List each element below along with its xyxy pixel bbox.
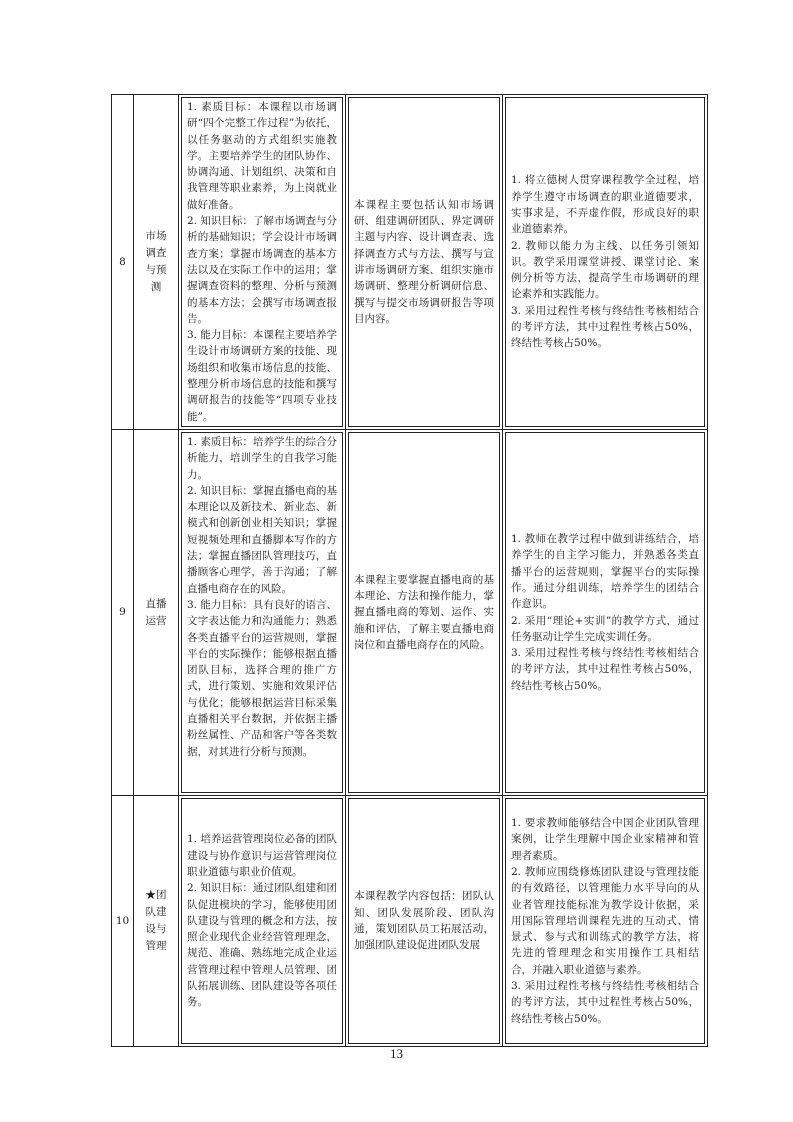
requirement-item: 3. 采用过程性考核与终结性考核相结合的考评方法，其中过程性考核占50%，终结性考核占50%。	[511, 304, 699, 350]
goal-item: 1. 培养运营管理岗位必备的团队建设与协作意识与运营管理岗位职业道德与职业价值观。	[187, 833, 337, 878]
goal-item: 2. 知识目标：掌握直播电商的基本理论以及新技术、新业态、新模式和创新创业相关知识；掌握短视频处理和直播脚本写作的方法；掌握直播团队管理技巧，直播顾客心理学，善于沟通；了解直播电商存在的风险。	[187, 484, 337, 595]
requirement-item: 3. 采用过程性考核与终结性考核相结合的考评方法，其中过程性考核占50%，终结性考核占50%。	[511, 980, 699, 1025]
course-table	[111, 94, 708, 1047]
content-text: 本课程主要掌握直播电商的基本理论、方法和操作能力，掌握直播电商的筹划、运作、实施和评估，了解主要直播电商岗位和直播电商存在的风险。	[354, 573, 494, 651]
course-requirement-cell	[503, 430, 708, 796]
requirement-item: 1. 将立德树人贯穿课程教学全过程，培养学生遵守市场调查的职业道德要求，实事求是，不弄虚作假，形成良好的职业道德素养。	[511, 174, 699, 236]
requirement-item: 1. 要求教师能够结合中国企业团队管理案例，让学生理解中国企业家精神和管理者素质。	[511, 817, 699, 862]
course-number-cell	[112, 430, 134, 796]
course-name: 直播运营	[145, 597, 167, 627]
course-content-cell	[346, 796, 503, 1047]
course-name-cell	[134, 430, 179, 796]
requirement-item: 2. 教师应围绕修炼团队建设与管理技能的有效路径，以管理能力水平导向的从业者管理技能标准为教学设计依据，采用国际管理培训课程先进的互动式、情景式、参与式和训练式的教学方法，将先进的管理理念和实用操作工具相结合，并融入职业道德与素养。	[511, 865, 699, 976]
goal-item: 3. 能力目标：本课程主要培养学生设计市场调研方案的技能、现场组织和收集市场信息的技能、整理分析市场信息的技能和撰写调研报告的技能等“四项专业技能”。	[187, 329, 337, 423]
course-content-cell	[346, 95, 503, 430]
goal-item: 1. 素质目标：本课程以市场调研“四个完整工作过程”为依托，以任务驱动的方式组织实施教学。主要培养学生的团队协作、协调沟通、计划组织、决策和自我管理等职业素养，为上岗就业做好准备。	[187, 101, 337, 211]
goal-item: 1. 素质目标：培养学生的综合分析能力，培训学生的自我学习能力。	[187, 436, 337, 481]
course-goal-cell	[179, 796, 346, 1047]
content-text: 本课程教学内容包括：团队认知、团队发展阶段、团队沟通，策划团队员工拓展活动，加强团队建设促进团队发展	[354, 890, 494, 952]
requirement-item: 3. 采用过程性考核与终结性考核相结合的考评方法，其中过程性考核占50%，终结性考核占50%。	[511, 647, 699, 692]
table-row	[112, 796, 708, 1047]
table-row	[112, 95, 708, 430]
goal-item: 3. 能力目标：具有良好的语言、文字表达能力和沟通能力；熟悉各类直播平台的运营规则，掌握平台的实际操作；能够根据直播团队目标，选择合理的推广方式，进行策划、实施和效果评估与优化；能够根据运营目标采集直播相关平台数据，并依据主播粉丝属性、产品和客户等各类数据，对其进行分析与预测。	[187, 598, 337, 758]
table-row	[112, 430, 708, 796]
course-name-cell	[134, 796, 179, 1047]
course-name-cell	[134, 95, 179, 430]
goal-item: 2. 知识目标：了解市场调查与分析的基础知识；学会设计市场调查方案；掌握市场调查的基本方法以及在实际工作中的运用；掌握调查资料的整理、分析与预测的基本方法；会撰写市场调查报告。	[187, 215, 337, 325]
course-goal-cell	[179, 95, 346, 430]
course-goal-cell	[179, 430, 346, 796]
content-text: 本课程主要包括认知市场调研、组建调研团队、界定调研主题与内容、设计调查表、选择调查方式与方法、撰写与宣讲市场调研方案、组织实施市场调研、整理分析调研信息、撰写与提交市场调研报告等项目内容。	[354, 198, 494, 325]
goal-item: 2. 知识目标：通过团队组建和团队促进模块的学习，能够使用团队建设与管理的概念和方法，按照企业现代企业经营管理理念，规范、准确、熟练地完成企业运营管理过程中管理人员管理、团队拓展训练、团队建设等各项任务。	[187, 882, 337, 1009]
course-number: 10	[115, 914, 130, 927]
course-name: ★团队建设与管理	[145, 889, 167, 952]
requirement-item: 2. 教师以能力为主线、以任务引领知识。教学采用课堂讲授、课堂讨论、案例分析等方法，提高学生市场调研的理论素养和实践能力。	[511, 239, 699, 301]
requirement-item: 2. 采用“理论+实训”的教学方式，通过任务驱动让学生完成实训任务。	[511, 614, 699, 643]
course-name: 市场调查与预测	[145, 230, 167, 293]
page-number: 13	[390, 1046, 403, 1061]
course-number-cell	[112, 95, 134, 430]
course-number-cell	[112, 796, 134, 1047]
requirement-item: 1. 教师在教学过程中做到讲练结合，培养学生的自主学习能力，并熟悉各类直播平台的运营规则，掌握平台的实际操作。通过分组训练，培养学生的团结合作意识。	[511, 533, 699, 611]
course-number: 9	[119, 606, 126, 619]
course-number: 8	[119, 255, 126, 268]
course-content-cell	[346, 430, 503, 796]
course-requirement-cell	[503, 796, 708, 1047]
course-requirement-cell	[503, 95, 708, 430]
